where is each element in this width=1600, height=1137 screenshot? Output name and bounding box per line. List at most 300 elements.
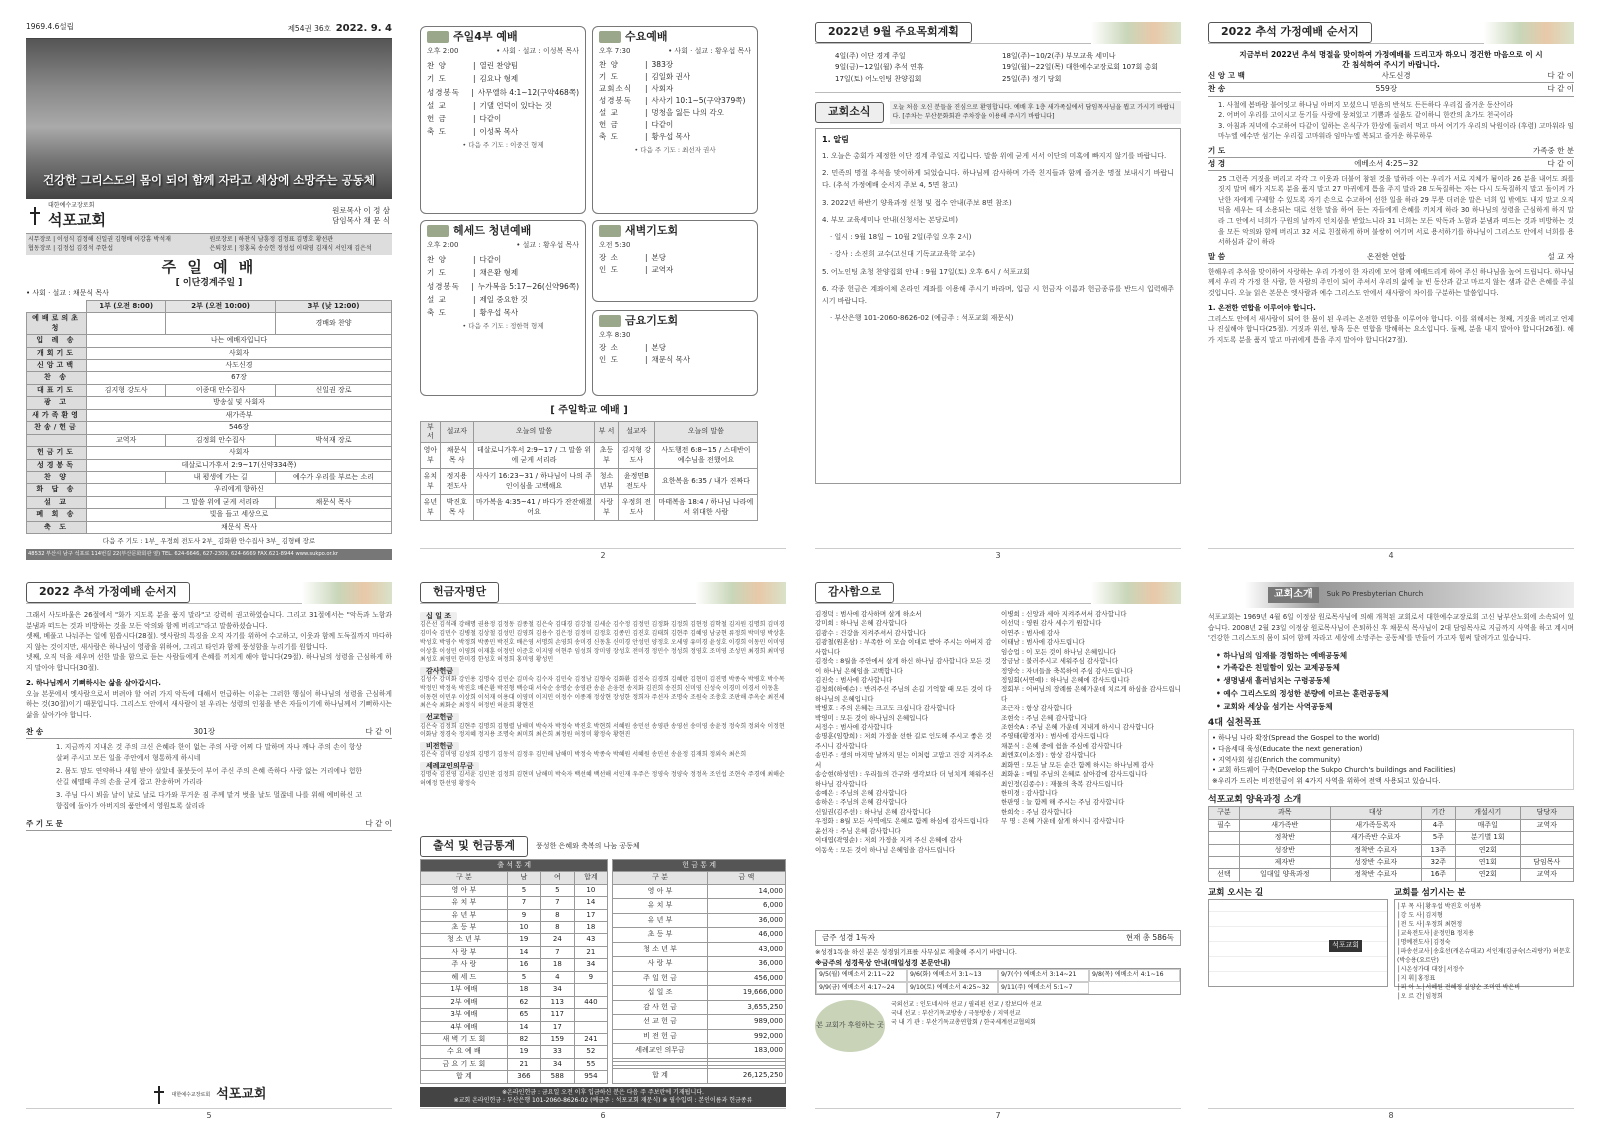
order-value: 나는 예배자입니다 <box>87 335 392 347</box>
cell: 5 <box>507 884 540 896</box>
cell: 117 <box>541 1009 574 1021</box>
thanks-entry: 박영미 : 모든 것이 하나님의 은혜입니다 <box>815 713 928 722</box>
next-prayer: • 다음 주 기도 : 최선자 권사 <box>634 146 716 155</box>
table-row <box>421 884 608 896</box>
service-box-4th <box>420 26 586 214</box>
cell: 채문식 목 사 <box>440 443 473 469</box>
divider: | <box>471 87 474 97</box>
order-value: 사회자 <box>87 447 392 459</box>
order-value: 데살로니가후서 2:9~17(신약334쪽) <box>87 459 392 471</box>
order-label: 예배로의초청 <box>27 313 87 335</box>
cell: 18 <box>507 984 540 996</box>
photo-thumb-icon <box>599 315 621 327</box>
service-time: 오후 2:00 <box>427 240 459 249</box>
order-hymn: 찬 송 301장 다 같 이 <box>26 726 392 739</box>
order-value: 김일화 권사 <box>651 72 691 82</box>
divider: | <box>473 307 476 317</box>
cell: 366 <box>507 1071 540 1083</box>
sermon-point-heading: 1. 온전한 연합을 이루어야 합니다. <box>1208 304 1316 313</box>
service-box-friday-prayer <box>592 310 758 396</box>
cell: 26,125,250 <box>707 1069 785 1084</box>
thanks-entry: 김광철(원혼삼) : 부족한 이 모습 이대로 받아 주시는 아버지 감사합니다 <box>815 638 992 656</box>
order-label: 장 소 <box>599 253 619 263</box>
order-value: 박석재 장로 <box>276 434 392 446</box>
cell: 선 교 헌 금 <box>613 1015 708 1030</box>
column-header: 구 분 <box>421 872 508 884</box>
order-value: 채문식 목사 <box>651 355 691 365</box>
cell: 10 <box>574 884 608 896</box>
service-order-row <box>27 471 392 483</box>
order-row <box>599 107 751 119</box>
thanks-entry: 조근자 : 항상 감사합니다 <box>1001 704 1073 713</box>
cell: 3,655,250 <box>707 1000 785 1015</box>
service-time: 오전 5:30 <box>599 240 631 249</box>
staff-line: │명예전도사│김정숙 <box>1397 939 1451 947</box>
cell: 456,000 <box>707 971 785 986</box>
hymn-verse: 1. 사철에 봄바람 불어잇고 하나님 아버지 모셨으니 믿음의 반석도 든든하다 우리집 즐거운 동산이라 <box>1218 100 1514 109</box>
thanks-entry: 송예은 : 주님의 은혜 감사합니다 <box>815 789 908 798</box>
offering-names: 김은숙 김미영 김성희 김명기 김동석 김정우 김민해 남해미 박정숙 박종숙 박혜원 서혜원 송민선 송윤정 김재희 정외숙 최은희 <box>420 751 747 759</box>
order-label: 새가족환영 <box>27 409 87 421</box>
order-value: 다같이 <box>479 255 502 265</box>
service-leader: • 설교 : 황우섭 목사 <box>516 240 579 249</box>
order-row <box>427 86 579 99</box>
order-prayer: 기 도 가족중 한 분 <box>1208 145 1574 158</box>
sermon-intro: 한해우리 추석을 맞이하여 사랑하는 우리 가정이 한 자리에 모여 함께 예배드리게 하여 주신 하나님을 높여 드립니다. 하나님께서 우리 각 가정 한 사람, 한 사람의 주인이 되어 주셔서 우리의 삶에 늘 빈 동산과 같고 마르지 않는 샘과 같은 은혜를 주실 것입니다. 오늘 읽은 본문은 엣사람과 예수 그리스도 안에서 새사람이 차이를 구분하는 말씀입니다. <box>1208 267 1574 297</box>
column-header: 담당자 <box>1520 807 1573 819</box>
order-value: 383장 <box>651 60 674 70</box>
flower-decoration <box>1091 582 1181 604</box>
table-row <box>421 1021 608 1033</box>
table-row <box>421 909 608 921</box>
cell: 사랑부 <box>595 495 619 521</box>
staff-line: │전 도 사│우정희 최현정 <box>1397 921 1463 929</box>
core-value <box>1216 701 1574 714</box>
divider: | <box>473 126 476 136</box>
meditation-day: 9/11(주) 에베소서 5:1~7 <box>998 982 1089 994</box>
meditation-day: 9/8(목) 에베소서 4:1~16 <box>1089 969 1180 981</box>
meditation-title: ※금주의 성경묵상 안내(매일성경 본문안내) <box>815 958 951 967</box>
cell: 우정희 전도사 <box>618 495 654 521</box>
service-leader: • 사회 · 설교 : 황우섭 목사 <box>668 46 751 55</box>
english-church-name: Suk Po Presbyterian Church <box>1326 590 1424 599</box>
order-label: 입 례 송 <box>27 335 87 347</box>
page-title: 감사함으로 <box>815 582 894 603</box>
cell: 담임목사 <box>1520 857 1573 869</box>
order-value: 본당 <box>651 253 667 263</box>
table-row <box>613 884 786 899</box>
cell: 5 <box>507 971 540 983</box>
cell: 34 <box>541 1058 574 1070</box>
cell: 14 <box>507 946 540 958</box>
cell: 32주 <box>1421 857 1455 869</box>
order-label: 인 도 <box>599 355 619 365</box>
staff-title: 교회를 섬기시는 분 <box>1394 887 1466 898</box>
cell: 440 <box>574 996 608 1008</box>
table-row <box>613 1069 786 1084</box>
cell: 정지용 전도사 <box>440 469 473 495</box>
order-value: 이성복 목사 <box>479 126 519 136</box>
church-motto-banner: 건강한 그리스도의 몸이 되어 함께 자라고 세상에 소망주는 공동체 <box>43 172 375 187</box>
cell <box>1209 832 1240 844</box>
order-label: 개회기도 <box>27 347 87 359</box>
photo-thumb-icon <box>599 225 621 237</box>
service-order-row <box>27 521 392 533</box>
bullet-icon: • <box>1216 701 1224 711</box>
column-header: 개설시기 <box>1456 807 1521 819</box>
order-scripture: 성 경 에베소서 4:25~32 다 같 이 <box>1208 158 1574 171</box>
table-row <box>613 913 786 928</box>
divider: | <box>473 100 476 110</box>
divider: | <box>645 84 648 94</box>
order-label: 기 도 <box>599 72 619 82</box>
announcement-item: 5. 어노인팅 초청 찬양집회 안내 : 9월 17일(토) 오후 6시 / 석포교회 <box>822 267 1030 276</box>
thanks-entry: 이대엽(곽영순) : 저희 가정을 지켜 주신 은혜에 감사 <box>815 836 963 845</box>
order-value: 예수가 우리를 부르는 소리 <box>276 471 392 483</box>
offering-names: 김명숙 김진영 김서윤 김민찬 김정희 김현미 남해미 박숙자 백선혜 백선해 서인재 우주은 정영숙 정양숙 정정옥 조인섭 조현숙 주경애 최해순 허예정 한선영 황정숙 <box>420 771 785 788</box>
thanks-entry: 최화연 : 모든 날 모든 순간 함께 하시는 하나님께 감사 <box>1001 760 1154 769</box>
box-title: 새벽기도회 <box>625 224 679 237</box>
flower-decoration <box>1091 22 1181 44</box>
order-value: 본당 <box>651 343 667 353</box>
flower-decoration <box>696 582 786 604</box>
table-row <box>421 443 758 469</box>
thanks-entry: 최엔호(이소정) : 항상 감사합니다 <box>1001 751 1097 760</box>
cell: 24 <box>541 934 574 946</box>
elders-active: 시무장로 | 이성식 김정해 신일권 김형배 이강흠 박석재 <box>28 235 171 243</box>
cell: 청소년부 <box>595 469 619 495</box>
thanks-entry: 조현숙 : 주님 은혜 감사합니다 <box>1001 713 1087 722</box>
cell: 사 랑 부 <box>421 946 508 958</box>
cell: 19,666,000 <box>707 986 785 1001</box>
col-1st-service: 1부 (오전 8:00) <box>87 300 166 312</box>
table-row <box>1209 869 1574 881</box>
service-order-row <box>27 434 392 446</box>
order-row <box>599 59 751 71</box>
table-row <box>421 1046 608 1058</box>
cell <box>1209 844 1240 856</box>
sunday-service-order-table <box>26 300 392 534</box>
announcement-item: 2. 민족의 명절 추석을 맞이하게 되었습니다. 하나님께 감사하며 가족 친지들과 함께 즐거운 명절 보내시기 바랍니다. (추석 가정예배 순서지 주보 4, 5면 참고) <box>822 169 1174 190</box>
cell: 연2회 <box>1456 844 1521 856</box>
thanks-entry: 이태남 : 범사에 감사드립니다 <box>1001 638 1085 647</box>
welcome-notice: 오늘 처음 오신 분들을 진심으로 환영합니다. 예배 후 1층 새가족실에서 담임목사님을 뵙고 가시기 바랍니다. [주차는 부산문화회관 주차장을 이용해 주시기 바랍니다] <box>890 101 1181 124</box>
order-label: 신앙고백 <box>27 360 87 372</box>
issue-number: 제54권 36호 <box>287 24 331 33</box>
service-order-row <box>27 447 392 459</box>
bulletin-page-6 <box>420 582 786 1122</box>
cell: 교역자 <box>1520 869 1573 881</box>
cell: 영 아 부 <box>421 884 508 896</box>
order-creed: 신 앙 고 백 사도신경 다 같 이 <box>1208 70 1574 83</box>
order-label: 축 도 <box>599 132 619 142</box>
cell: 241 <box>574 1033 608 1045</box>
cell: 8 <box>541 922 574 934</box>
cell: 65 <box>507 1009 540 1021</box>
thanks-entry: 한미경 : 감사합니다 <box>1001 789 1058 798</box>
cell <box>1520 832 1573 844</box>
bible-reader-note: ※성경1독을 하신 분은 성경읽기표를 사무실로 제출해 주시기 바랍니다. <box>815 948 1017 957</box>
page-number: 4 <box>1208 548 1574 562</box>
order-label: 헌금기도 <box>27 447 87 459</box>
next-prayer: • 다음 주 기도 : 이중건 형제 <box>462 141 544 150</box>
denomination-label: 대한예수교장로회 <box>48 201 95 209</box>
order-value <box>87 496 166 508</box>
plan-item: 18일(주)~10/2(주) 부모교육 세미나 <box>1002 52 1116 60</box>
cell: 21 <box>574 946 608 958</box>
cell: 분기별 1회 <box>1456 832 1521 844</box>
staff-line: │오 르 간│임청희 <box>1397 993 1443 1001</box>
cell: 사 랑 부 <box>613 957 708 972</box>
table-row <box>1209 844 1574 856</box>
cell: 교역자 <box>1520 819 1573 831</box>
service-time: 오후 2:00 <box>427 46 459 55</box>
column-header: 기간 <box>1421 807 1455 819</box>
cell: 윤정민B 전도사 <box>618 469 654 495</box>
order-value: 새가족부 <box>87 409 392 421</box>
thanks-entry: 정회부 : 어버님의 장례를 은혜가운데 치르게 하심을 감사드립니다 <box>1001 685 1181 703</box>
order-label: 찬 양 <box>427 61 447 71</box>
table-row <box>421 1033 608 1045</box>
announcement-item: 6. 각종 헌금은 계좌이체 온라인 계좌를 이용해 주시기 바라며, 입금 시 헌금자 이름과 헌금종류를 반드시 입력해주시기 바랍니다. <box>822 284 1174 306</box>
cell: 36,000 <box>707 957 785 972</box>
cell <box>574 1021 608 1033</box>
order-label: 기 도 <box>427 74 447 84</box>
cell: 초등부 <box>595 443 619 469</box>
service-order-row <box>27 397 392 409</box>
order-value: 황우섭 목사 <box>651 132 691 142</box>
plan-item: 19일(월)~22일(목) 대한예수교장로회 107회 총회 <box>1002 63 1159 72</box>
cell: 영 아 부 <box>613 884 708 899</box>
divider: | <box>473 255 476 265</box>
bullet-icon: • <box>1216 688 1224 698</box>
cell: 43 <box>574 934 608 946</box>
order-value: 김요나 형제 <box>479 74 519 84</box>
order-value: 경배와 찬양 <box>276 313 392 335</box>
order-label: 헌 금 <box>599 120 619 130</box>
cell: 6,000 <box>707 899 785 914</box>
table-row <box>421 996 608 1008</box>
cell <box>574 984 608 996</box>
column-header: 오늘의 말씀 <box>473 421 594 443</box>
service-box-youth <box>420 220 586 396</box>
cell: 박진호 목 사 <box>440 495 473 521</box>
cell: 정착반 <box>1239 832 1330 844</box>
table-row <box>421 1009 608 1021</box>
order-value: 열린 찬양팀 <box>479 61 519 71</box>
thanks-entry: 이선덕 : 영원 감사 세수기 원합니다 <box>1001 619 1102 628</box>
sermon-text-1: 그래서 사도바울은 26절에서 "화가 지도록 분을 품지 말라"고 강력히 권고하였습니다. 그리고 31절에서는 "악독과 노함과 분냄과 떠드는 것과 비방하는 것을 모든 악의와 함께 버리고"라고 말씀하셨습니다. <box>26 611 392 630</box>
offering-category-title: 선교헌금 <box>420 713 459 722</box>
order-value: 신일권 장로 <box>276 384 392 396</box>
bulletin-page-8 <box>1208 582 1574 1122</box>
order-label: 찬송/헌금 <box>27 422 87 434</box>
announcement-item: · 일시 : 9월 18일 ~ 10월 2일(주일 오후 2시) <box>830 233 972 242</box>
order-label: 인 도 <box>599 265 619 275</box>
cell: 청 소 년 부 <box>421 934 508 946</box>
table-row <box>421 922 608 934</box>
thanks-entry: 송승현(하성민) : 우리들의 간구와 생각보다 더 넘치게 채워주신 하나님 감사합니다 <box>815 770 994 788</box>
divider: | <box>473 74 476 84</box>
cell: 3부 예배 <box>421 1009 508 1021</box>
order-row <box>427 253 579 266</box>
order-value: 사사기 10:1~5(구약379쪽) <box>651 96 746 106</box>
divider: | <box>473 294 476 304</box>
order-row <box>427 280 579 293</box>
table-row <box>613 899 786 914</box>
photo-thumb-icon <box>599 31 621 43</box>
church-location-map <box>1208 899 1388 987</box>
sunday-school-table <box>420 421 758 522</box>
mission-badge: 본 교회가 후원하는 곳 <box>815 1000 885 1052</box>
column-header: 과목 <box>1239 807 1330 819</box>
order-row <box>427 72 579 85</box>
order-label: 장 소 <box>599 343 619 353</box>
thanks-entry: 한희숙 : 주님 감사합니다 <box>1001 807 1073 816</box>
service-order-row <box>27 384 392 396</box>
table-row <box>421 984 608 996</box>
online-offering-account: ※교회 온라인헌금 : 부산은행 101-2060-8626-02 (예금주 : 석포교회 재문식) ※ 필수입력 : 본인이름과 헌금종류 <box>453 1096 753 1104</box>
hymn-verse: 2. 몸도 맘도 연약하나 새힘 받아 살았네 물붓듯이 부어 주신 주의 은혜 족하다 사랑 없는 거리에나 험한 산길 헤맬때 주의 손을 굳게 잡고 찬송하며 가리라 <box>56 767 362 786</box>
order-value: 사무엘하 4:1~12(구약468쪽) <box>477 87 579 97</box>
elders-retired: 은퇴장로 | 정홍록 송승헌 정성섭 이대영 김재식 서인재 김은석 <box>209 244 372 252</box>
order-row <box>427 99 579 112</box>
order-row <box>427 266 579 279</box>
cell: 비 전 헌 금 <box>613 1029 708 1044</box>
thanks-entry: 주영태(황경자) : 범사에 감사드립니다 <box>1001 732 1109 741</box>
order-label: 찬 송 <box>27 372 87 384</box>
cell: 영아부 <box>421 443 441 469</box>
cell: 수 요 예 배 <box>421 1046 508 1058</box>
cell: 1부 예배 <box>421 984 508 996</box>
cell: 선택 <box>1209 869 1240 881</box>
bulletin-page-4 <box>1208 22 1574 562</box>
order-row <box>599 342 751 354</box>
col-2nd-service: 2부 (오전 10:00) <box>166 300 276 312</box>
table-row <box>421 934 608 946</box>
cell: 새가족반 <box>1239 819 1330 831</box>
table-row <box>421 469 758 495</box>
page-title: 교회소개 <box>1268 587 1319 603</box>
core-value-text: 예수 그리스도의 정성한 분량에 이르는 훈련공동체 <box>1223 688 1389 698</box>
service-order-row <box>27 409 392 421</box>
order-label: 폐 회 송 <box>27 509 87 521</box>
cell: 4 <box>541 971 574 983</box>
divider: | <box>473 268 476 278</box>
column-header: 오늘의 말씀 <box>654 421 757 443</box>
cell: 989,000 <box>707 1015 785 1030</box>
bulletin-date: 2022. 9. 4 <box>335 23 392 34</box>
table-row <box>421 959 608 971</box>
thanks-entry: 강미희 : 하나님 은혜 감사합니다 <box>815 619 908 628</box>
mission-line: 국 내 기 관 : 부산기독교총연합회 / 한국세계선교협의회 <box>891 1019 1036 1027</box>
page-number: 2 <box>420 548 786 562</box>
cell: 필수 <box>1209 819 1240 831</box>
bulletin-page-1 <box>26 22 392 562</box>
hymn-verse: 2. 어버이 우리를 고이시고 동기들 사랑에 뭉쳐있고 기쁨과 설움도 같이하니 한칸의 초가도 천국이라 <box>1218 111 1514 120</box>
cell: 14 <box>574 897 608 909</box>
divider: | <box>645 355 648 365</box>
divider: | <box>645 108 648 118</box>
table-row <box>613 1015 786 1030</box>
hymn-verse: 3. 아침과 저녁에 수고하여 다같이 일하는 온식구가 한상에 둘러서 먹고 마셔 여기가 우리의 낙원이라 (후렴) 고마워라 임마누엘 예수만 섬기는 우리집 고마워라 임마누엘 복되고 즐거운 하루하루 <box>1218 121 1574 141</box>
cell: 마가복음 4:35~41 / 바다가 잔잔해졌어요 <box>473 495 594 521</box>
sermon-text-3: 넷째, 오직 덕을 세우며 선한 말을 함으로 듣는 사람들에게 은혜를 끼치게 해야 합니다(29절). 하나님의 성령을 근심하게 하지 말아야 합니다(30절). <box>26 653 392 672</box>
order-hymn: 찬 송 559장 다 같 이 <box>1208 83 1574 96</box>
cross-logo-icon <box>28 207 42 225</box>
cell: 113 <box>541 996 574 1008</box>
meditation-day: 9/9(금) 에베소서 4:17~24 <box>816 982 907 994</box>
elders-associate: 협동장로 | 김정섭 김경석 주한섭 <box>28 244 113 252</box>
cell: 유 치 부 <box>613 899 708 914</box>
bulletin-page-5 <box>26 582 392 1122</box>
cell: 헤 세 드 <box>421 971 508 983</box>
order-label: 축 도 <box>427 307 447 317</box>
cell: 유 년 부 <box>613 913 708 928</box>
core-value-text: 가족같은 친밀함이 있는 교제공동체 <box>1223 663 1340 673</box>
order-label: 성경봉독 <box>427 87 460 97</box>
staff-line: │피 아 노│서혜원 전혜정 실양순 조미연 박은비 <box>1397 984 1520 992</box>
education-table <box>1208 806 1574 882</box>
thanks-entry: 김청희(하예슨) : 반려주신 주님의 손길 기억할 때 모든 것이 다 하나님의 은혜입니다 <box>815 685 992 703</box>
order-label: 성경봉독 <box>27 459 87 471</box>
bulletin-page-2 <box>420 22 786 562</box>
order-value: 채문식 목사 <box>276 496 392 508</box>
service-order-row <box>27 313 392 335</box>
order-value <box>87 471 166 483</box>
order-value: 교역자 <box>87 434 166 446</box>
senior-pastor: 담임목사 채 문 식 <box>332 215 390 225</box>
cell: 9 <box>574 971 608 983</box>
hymn-verse: 1. 지금까지 지내온 것 주의 크신 은혜라 한이 없는 주의 사랑 어찌 다 말하며 자나 깨나 주의 손이 항상 살펴 주시고 모든 일을 주안에서 형통하게 하시네 <box>56 743 362 762</box>
order-label: 대표기도 <box>27 384 87 396</box>
table-row <box>421 971 608 983</box>
cell <box>1520 844 1573 856</box>
goal-item: • 다음세대 육성(Educate the next generation) <box>1212 745 1363 754</box>
staff-line: │교육전도사│윤정민B 정지용 <box>1397 930 1475 938</box>
cell: 2부 예배 <box>421 996 508 1008</box>
order-value: 우리에게 향하신 <box>87 484 392 496</box>
cell: 합 계 <box>613 1069 708 1084</box>
cell: 정착반 수료자 <box>1330 869 1421 881</box>
table-row <box>613 957 786 972</box>
thanks-entry: 김경숙 : 8월을 주안에서 살게 하신 하나님 감사합니다 모든 것이 하나님 은혜임을 고백합니다 <box>815 657 991 675</box>
sermon-point-heading: 2. 하나님께서 기뻐하시는 삶을 살아갑시다. <box>26 679 161 688</box>
cell: 954 <box>574 1071 608 1083</box>
table-row <box>613 971 786 986</box>
thanks-entry: 한판영 : 늘 함께 해 주시는 주님 감사합니다 <box>1001 798 1125 807</box>
order-value: 빛을 들고 세상으로 <box>87 509 392 521</box>
cell: 유 치 부 <box>421 897 508 909</box>
service-order-row <box>27 422 392 434</box>
column-header: 합계 <box>574 872 608 884</box>
bullet-icon: • <box>1216 650 1224 660</box>
order-sermon: 말 씀 온전한 연합 설 교 자 <box>1208 251 1574 264</box>
map-title: 교회 오시는 길 <box>1208 887 1264 898</box>
cell: 새가족반 수료자 <box>1330 832 1421 844</box>
table-row <box>613 928 786 943</box>
order-value: 546장 <box>87 422 392 434</box>
service-leader: • 사회 · 설교 : 채문식 목사 <box>26 289 109 298</box>
offering-category-title: 세례교인의무금 <box>420 762 479 771</box>
order-value <box>166 313 276 335</box>
table-row <box>613 942 786 957</box>
online-offering-note: ※온라인헌금 : 금요일 오전 이후 입금하신 분은 다음 주 주보란에 기재됩니다. <box>502 1088 704 1096</box>
thanks-entry: 김경덕 : 범사에 감사하며 살게 하소서 <box>815 610 922 618</box>
table-row <box>421 1058 608 1070</box>
cell: 4주 <box>1421 819 1455 831</box>
order-label: 기 도 <box>427 268 447 278</box>
